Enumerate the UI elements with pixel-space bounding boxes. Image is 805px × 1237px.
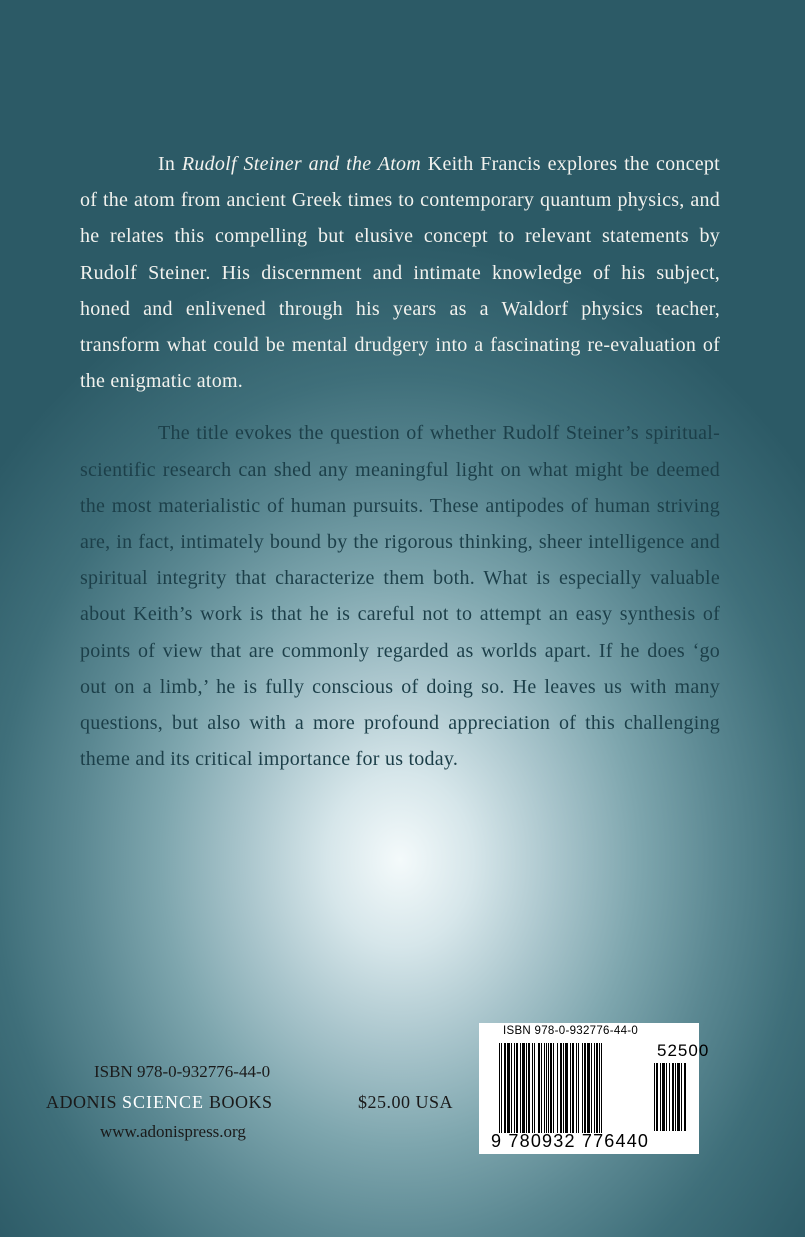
back-cover-blurb [80,146,720,793]
barcode-bar [557,1043,558,1133]
barcode-bar [534,1043,535,1133]
barcode-bar [560,1043,562,1133]
barcode-bar [504,1043,506,1133]
barcode-bar [514,1043,515,1133]
barcode-bar [541,1043,542,1133]
barcode-bar [666,1063,667,1131]
barcode-addon-bars [654,1063,694,1131]
blurb-paragraph-1 [80,146,720,399]
publisher-url: www.adonispress.org [100,1122,246,1141]
barcode-bar [591,1043,592,1133]
barcode-bar [546,1043,547,1133]
barcode-bar [528,1043,530,1133]
barcode-bar [584,1043,586,1133]
barcode-bar [578,1043,579,1133]
publisher-name-part: ADONIS [46,1092,123,1112]
barcode-bar [654,1063,655,1131]
barcode-bar [599,1043,600,1133]
barcode-bar [660,1063,661,1131]
barcode-bar [522,1043,525,1133]
barcode-bar [601,1043,602,1133]
blurb-lead-text: In [158,153,182,175]
barcode-bar [532,1043,533,1133]
price-text: $25.00 USA [358,1092,454,1112]
barcode-bar [501,1043,502,1133]
isbn-text: ISBN 978-0-932776-44-0 [94,1062,271,1081]
blurb-paragraph-2: The title evokes the question of whether Rudolf Steiner’s spiritual-scientific research can shed any meaningful light on what might be deemed the most materialistic of human pursuits. These antipodes of human striving are, in fact, intimately bound by the rigorous thinking, sheer intelligence and spiritual integrity that characterize them both. What is especially valuable about Keith’s work is that he is careful not to attempt an easy synthesis of points of view that are commonly regarded as worlds apart. If he does ‘go out on a limb,’ he is fully conscious of doing so. He leaves us with many questions, but also with a more profound appreciation of this challenging theme and its critical importance for us today. [80,422,720,771]
barcode-isbn-label: ISBN 978-0-932776-44-0 [503,1025,639,1037]
barcode-bar [544,1043,545,1133]
barcode-bar [563,1043,564,1133]
barcode-bar [675,1063,676,1131]
barcode-bar [511,1043,512,1133]
barcode-bar [570,1043,571,1133]
barcode [479,1023,710,1154]
barcode-bar [596,1043,598,1133]
barcode-bar [669,1063,670,1131]
barcode-bar [565,1043,568,1133]
barcode-bar [572,1043,574,1133]
barcode-bar [548,1043,549,1133]
barcode-bar [550,1043,552,1133]
barcode-digits: 9 780932 776440 [491,1131,650,1151]
barcode-bar [526,1043,527,1133]
barcode-bar [656,1063,658,1131]
barcode-bar [681,1063,682,1131]
book-title: Rudolf Steiner and the Atom [181,153,421,175]
barcode-bar [499,1043,500,1133]
publisher-name [46,1092,273,1113]
barcode-bar [662,1063,665,1131]
barcode-bar [507,1043,510,1133]
barcode-bars [499,1043,644,1133]
barcode-bar [520,1043,521,1133]
barcode-bar [677,1063,680,1131]
barcode-price-code: 52500 [657,1041,710,1060]
barcode-bar [576,1043,577,1133]
barcode-bar [516,1043,518,1133]
barcode-bar [672,1063,674,1131]
barcode-bar [553,1043,554,1133]
barcode-bar [594,1043,595,1133]
publisher-name-science: SCIENCE [122,1092,205,1112]
blurb-text: Keith Francis explores the concept of the atom from ancient Greek times to contemporary quantum physics, and he relates this compelling but elusive concept to relevant statements by Rudolf Steiner. His discernment and intimate knowledge of his subject, honed and enlivened through his years as a Waldorf physics teacher, transform what could be mental drudgery into a fascinating re-evaluation of the enigmatic atom. [80,153,720,393]
barcode-bar [587,1043,590,1133]
barcode-bar [684,1063,686,1131]
barcode-bar [538,1043,540,1133]
publisher-name-part: BOOKS [204,1092,273,1112]
barcode-bar [582,1043,583,1133]
